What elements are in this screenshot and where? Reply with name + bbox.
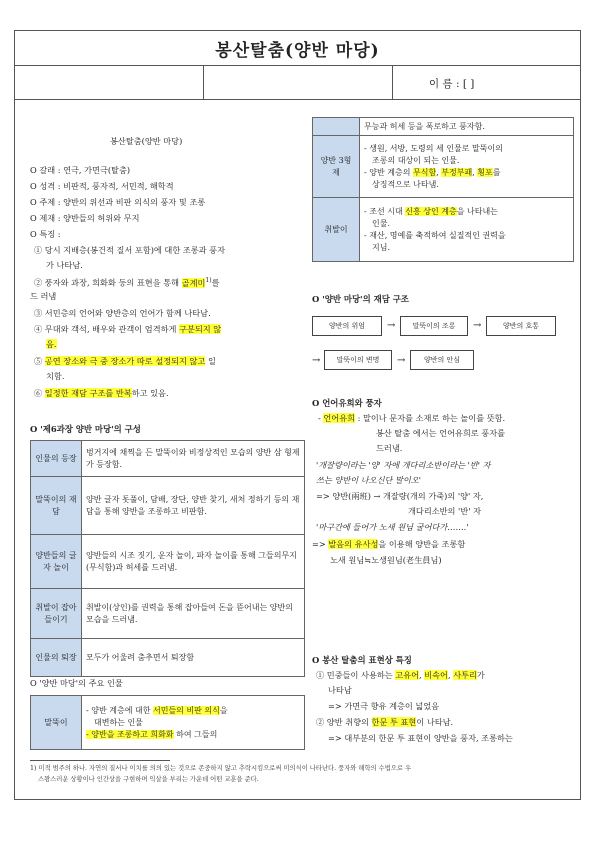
flow-step: 양반의 안심	[410, 350, 474, 370]
explanation-line: 개다리소반의 '반' 자	[408, 506, 481, 516]
highlight: 공연 장소와 극 중 장소가 따로 설정되지 않고	[44, 356, 206, 366]
row-label: 양반들의 글자 놀이	[31, 535, 82, 589]
wordplay-def-cont: 봉산 탈춤 에서는 언어유희로 풍자를	[376, 428, 506, 438]
highlight: 부정부패	[441, 167, 473, 177]
highlight: 고유어	[395, 670, 420, 680]
row-content: 취발이(상인)를 권력을 통해 잡아들여 돈을 뜯어내는 양반의 모습을 드러냄.	[82, 589, 305, 639]
expression-note: => 가면극 향유 계층이 넓었음	[328, 701, 440, 711]
table-row	[313, 198, 574, 262]
expression-note: => 대부분의 한문 투 표현이 양반을 풍자, 조롱하는	[328, 733, 513, 743]
section-title-expression: O 봉산 탈춤의 표현상 특징	[312, 655, 412, 665]
highlight: 비속어	[424, 670, 448, 680]
row-label: 인물의 퇴장	[31, 639, 82, 677]
feature-3: ③ 서민층의 언어와 양반층의 언어가 함께 나타남.	[34, 308, 211, 318]
highlight: 사투리	[453, 670, 477, 680]
explanation-line: => 발음의 유사성을 이용해 양반을 조롱함	[312, 539, 466, 549]
subtitle: 봉산탈춤(양반 마당)	[110, 136, 183, 146]
feature-1-cont: 가 나타남.	[46, 260, 83, 270]
feature-6: ⑥ 일정한 재담 구조를 반복하고 있음.	[34, 388, 169, 398]
quote-line: '마구간에 들어가 노새 원님 굴어다가…….'	[316, 522, 469, 532]
flow-step: 말뚝이의 조롱	[400, 316, 468, 336]
table-row	[31, 639, 305, 677]
highlight: 음.	[46, 339, 57, 349]
row-content: 양반 글자 돗풀이, 담배, 장단, 양반 찾기, 새처 정하기 등의 재담을 통해 양반을 조롱하고 비판함.	[82, 477, 305, 535]
arrow-right-icon: →	[312, 355, 321, 366]
characters-table	[30, 695, 305, 750]
arrow-right-icon: →	[473, 320, 482, 331]
feature-4-cont	[46, 338, 57, 350]
highlight: 무식함	[412, 167, 437, 177]
highlight: 구분되지 않	[179, 324, 222, 334]
row-label: 취발이 잡아들이기	[31, 589, 82, 639]
highlight: 횡포	[477, 167, 493, 177]
highlight: 골계미	[181, 277, 206, 288]
characters-table-cont	[312, 117, 574, 262]
highlight: 일정한 재담 구조를 반복	[44, 388, 132, 398]
row-content: 양반들의 시조 짓기, 운자 놀이, 파자 놀이를 통해 그들의무지(무식함)과 허세를 드러냄.	[82, 535, 305, 589]
row-label: 말뚝이의 재담	[31, 477, 82, 535]
wordplay-def-cont: 드러냄.	[376, 443, 403, 453]
flow-step: 양반의 위엄	[312, 316, 382, 336]
footnote: 1) 미적 범주의 하나. 자연의 질서나 이치를 의의 있는 것으로 존중하지 않고 추락시킴으로써 미의식이 나타난다. 풍자와 해학의 수법으로 우 스꽝스러운 상황이나 인간상을 구현하며 익살을 부리는 가운데 어떤 교훈을 준다.	[30, 765, 412, 783]
character-desc: - 생원, 서방, 도령의 세 인물로 말뚝이의 조롱의 대상이 되는 인물. - 양반 계층의 무식함, 부정부패, 횡포를 상징적으로 나타냄.	[360, 136, 574, 198]
feature-4: ④ 무대와 객석, 배우와 관객이 엄격하게 구분되지 않	[34, 324, 222, 334]
character-label: 말뚝이	[31, 696, 82, 750]
quote-line: 쓰는 양반이 나오신단 말이오'	[316, 475, 421, 485]
flow-step: 양반의 호통	[486, 316, 556, 336]
quote-line: '개잘량이라는 '양' 자에 개다리소반이라는 '반' 자	[316, 460, 491, 470]
table-row	[31, 441, 305, 477]
explanation-line: => 양반(兩班) → 개잘량(개의 가죽)의 '양' 자,	[316, 491, 484, 501]
info-divider	[203, 66, 204, 99]
characters-title: O '양반 마당'의 주요 인물	[30, 678, 123, 688]
section-title-dialogue-structure: O '양반 마당'의 재담 구조	[312, 294, 409, 304]
feature-1: ① 당시 지배층(봉건적 질서 포함)에 대한 조롱과 풍자	[34, 245, 225, 255]
character-line: O 성격 : 비판적, 풍자적, 서민적, 해학적	[30, 181, 174, 191]
highlight: 발음의 유사성	[328, 539, 379, 549]
structure-table	[30, 440, 305, 677]
footnote-ref: 1)	[205, 277, 212, 284]
explanation-line: 노새 원님≒노생원님(老生員님)	[330, 555, 442, 565]
page-title: 봉산탈춤(양반 마당)	[14, 30, 581, 66]
subject-line: O 제재 : 양반들의 허위와 무지	[30, 213, 140, 223]
arrow-right-icon: →	[387, 320, 396, 331]
feature-5-cont: 치함.	[46, 371, 65, 381]
feature-2: ② 풍자와 과장, 희화화 등의 표현을 통해 골계미$^{1)}$를	[34, 277, 220, 288]
info-divider	[392, 66, 393, 99]
expression-2: ② 양반 취향의 한문 투 표현이 나타남.	[316, 717, 454, 727]
name-field[interactable]: 이 름 : [ ]	[429, 78, 475, 90]
highlight: 언어유희	[323, 413, 356, 423]
flow-step: 말뚝이의 변명	[324, 350, 392, 370]
table-row	[31, 535, 305, 589]
footnote-divider	[30, 760, 170, 761]
features-label: O 특징 :	[30, 229, 61, 239]
character-label: 양반 3형제	[313, 136, 360, 198]
character-desc: - 양반 계층에 대한 서민들의 비판 의식을 대변하는 인물 - 양반을 조롱하고 희화화 하여 그들의	[82, 696, 305, 750]
expression-1-cont: 나타남	[328, 685, 352, 695]
table-row	[31, 696, 305, 750]
table-row: 무능과 허세 등을 폭로하고 풍자함.	[313, 118, 574, 136]
highlight: 한문 투 표현	[371, 717, 417, 727]
table-row	[31, 477, 305, 535]
feature-5: ⑤ 공연 장소와 극 중 장소가 따로 설정되지 않고 일	[34, 356, 216, 366]
character-desc: - 조선 시대 신흥 상인 계층을 나타내는 인물. - 재산, 명예를 축적하여 실질적인 권력을 지님.	[360, 198, 574, 262]
table-row	[31, 589, 305, 639]
wordplay-def: - 언어유희 : 말이나 문자를 소재로 하는 놀이를 뜻함.	[318, 413, 506, 423]
section-title-structure: O '제6과장 양반 마당'의 구성	[30, 424, 141, 434]
highlight: - 양반을 조롱하고 희화화	[86, 729, 174, 739]
genre-line: O 갈래 : 연극, 가면극(탈춤)	[30, 165, 131, 175]
highlight: 신흥 상인 계층	[405, 206, 457, 216]
info-row	[14, 66, 581, 100]
highlight: 서민들의 비판 의식	[152, 705, 220, 715]
row-content: 모두가 어울려 춤추면서 퇴장함	[82, 639, 305, 677]
feature-2-cont: 드 러냄	[30, 291, 57, 301]
character-label: 취발이	[313, 198, 360, 262]
arrow-right-icon: →	[397, 355, 406, 366]
table-row	[313, 136, 574, 198]
theme-line: O 주제 : 양반의 위선과 비판 의식의 풍자 및 조롱	[30, 197, 206, 207]
row-content: 벙거지에 채찍을 든 말뚝이와 비정상적인 모습의 양반 삼 형제가 등장함.	[82, 441, 305, 477]
expression-1: ① 민중들이 사용하는 고유어, 비속어, 사투리가	[316, 670, 485, 680]
row-label: 인물의 등장	[31, 441, 82, 477]
section-title-wordplay: O 언어유희와 풍자	[312, 398, 382, 408]
